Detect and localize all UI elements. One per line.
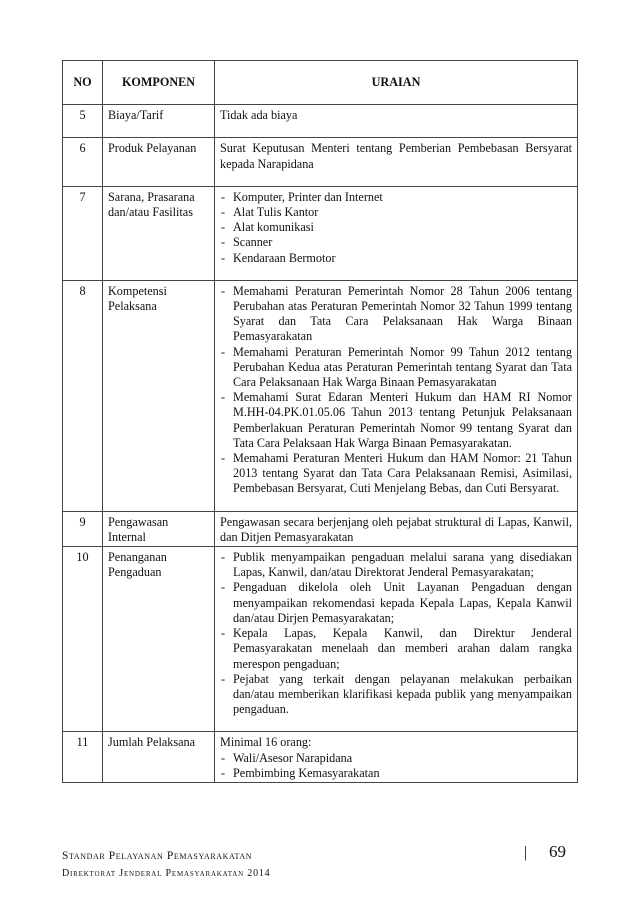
table-row xyxy=(63,138,578,186)
row-number: 5 xyxy=(63,105,103,138)
row-uraian: Surat Keputusan Menteri tentang Pemberian Pembebasan Bersyarat kepada Narapidana xyxy=(215,138,578,186)
row-komponen: Produk Pelayanan xyxy=(103,138,215,186)
header-komponen: KOMPONEN xyxy=(103,61,215,105)
row-number: 6 xyxy=(63,138,103,186)
staff-list xyxy=(220,751,572,781)
row-komponen: Penanganan Pengaduan xyxy=(103,547,215,732)
list-item: - Memahami Surat Edaran Menteri Hukum dan HAM RI Nomor M.HH-04.PK.01.05.06 Tahun 2013 tentang Petunjuk Pelaksanaan Pemberlakuan Peraturan Pemerintah Nomor 99 tentang Syarat dan Tata Cara Pelaksaan Hak Warga Binaan Pemasyarakatan. xyxy=(220,390,572,451)
row-komponen: Biaya/Tarif xyxy=(103,105,215,138)
table-row xyxy=(63,511,578,546)
row-uraian xyxy=(215,280,578,511)
complaint-list xyxy=(220,550,572,717)
competency-list xyxy=(220,284,572,497)
list-item: - Memahami Peraturan Menteri Hukum dan HAM Nomor: 21 Tahun 2013 tentang Syarat dan Tata Cara Pelaksanaan Remisi, Asimilasi, Pembebasan Bersyarat, Cuti Menjelang Bebas, dan Cuti Bersyarat. xyxy=(220,451,572,497)
table-header-row xyxy=(63,61,578,105)
footer-title: Standar Pelayanan Pemasyarakatan xyxy=(62,850,253,862)
table-row xyxy=(63,547,578,732)
row-komponen: Sarana, Prasarana dan/atau Fasilitas xyxy=(103,186,215,280)
list-item: - Pembimbing Kemasyarakatan xyxy=(220,766,572,781)
list-item: - Alat Tulis Kantor xyxy=(220,205,572,220)
header-no: NO xyxy=(63,61,103,105)
list-item: - Komputer, Printer dan Internet xyxy=(220,190,572,205)
row-intro: Minimal 16 orang: xyxy=(220,735,312,750)
facility-list xyxy=(220,190,572,266)
list-item: - Kendaraan Bermotor xyxy=(220,251,572,266)
list-item: - Alat komunikasi xyxy=(220,220,572,235)
footer-separator: | xyxy=(524,844,528,861)
list-item: - Pejabat yang terkait dengan pelayanan melakukan perbaikan dan/atau memberikan klarifikasi kepada publik yang menyampaikan pengaduan. xyxy=(220,672,572,718)
row-uraian xyxy=(215,732,578,783)
row-uraian xyxy=(215,186,578,280)
row-number: 11 xyxy=(63,732,103,783)
page-number: 69 xyxy=(549,842,566,861)
list-item: - Memahami Peraturan Pemerintah Nomor 99 Tahun 2012 tentang Perubahan Kedua atas Peraturan Pemerintah tentang Syarat dan Tata Cara Pelaksanaan Hak Warga Binaan Pemasyarakatan xyxy=(220,345,572,391)
header-uraian: URAIAN xyxy=(215,61,578,105)
row-uraian: Pengawasan secara berjenjang oleh pejabat struktural di Lapas, Kanwil, dan Ditjen Pemasyarakatan xyxy=(215,511,578,546)
list-item: - Kepala Lapas, Kepala Kanwil, dan Direktur Jenderal Pemasyarakatan menelaah dan memberi arahan dalam rangka merespon pengaduan; xyxy=(220,626,572,672)
table-row xyxy=(63,732,578,783)
list-item: - Memahami Peraturan Pemerintah Nomor 28 Tahun 2006 tentang Perubahan atas Peraturan Pemerintah Nomor 32 Tahun 1999 tentang Syarat dan Tata Cara Pelaksanaan Hak Warga Binaan Pemasyarakatan xyxy=(220,284,572,345)
row-number: 9 xyxy=(63,511,103,546)
table-row xyxy=(63,280,578,511)
list-item: - Publik menyampaikan pengaduan melalui sarana yang disediakan Lapas, Kanwil, dan/atau Direktorat Jenderal Pemasyarakatan; xyxy=(220,550,572,580)
list-item: - Scanner xyxy=(220,235,572,250)
table-row xyxy=(63,186,578,280)
row-number: 7 xyxy=(63,186,103,280)
row-number: 8 xyxy=(63,280,103,511)
table-row xyxy=(63,105,578,138)
page-footer xyxy=(62,844,577,894)
footer-subtitle: Direktorat Jenderal Pemasyarakatan 2014 xyxy=(62,868,271,879)
row-number: 10 xyxy=(63,547,103,732)
row-uraian xyxy=(215,547,578,732)
row-komponen: Kompetensi Pelaksana xyxy=(103,280,215,511)
row-komponen: Pengawasan Internal xyxy=(103,511,215,546)
list-item: - Pengaduan dikelola oleh Unit Layanan Pengaduan dengan menyampaikan rekomendasi kepada Kepala Lapas, Kepala Kanwil dan/atau Dirjen Pemasyarakatan; xyxy=(220,580,572,626)
row-uraian: Tidak ada biaya xyxy=(215,105,578,138)
row-komponen: Jumlah Pelaksana xyxy=(103,732,215,783)
list-item: - Wali/Asesor Narapidana xyxy=(220,751,572,766)
service-standard-table xyxy=(62,60,578,783)
